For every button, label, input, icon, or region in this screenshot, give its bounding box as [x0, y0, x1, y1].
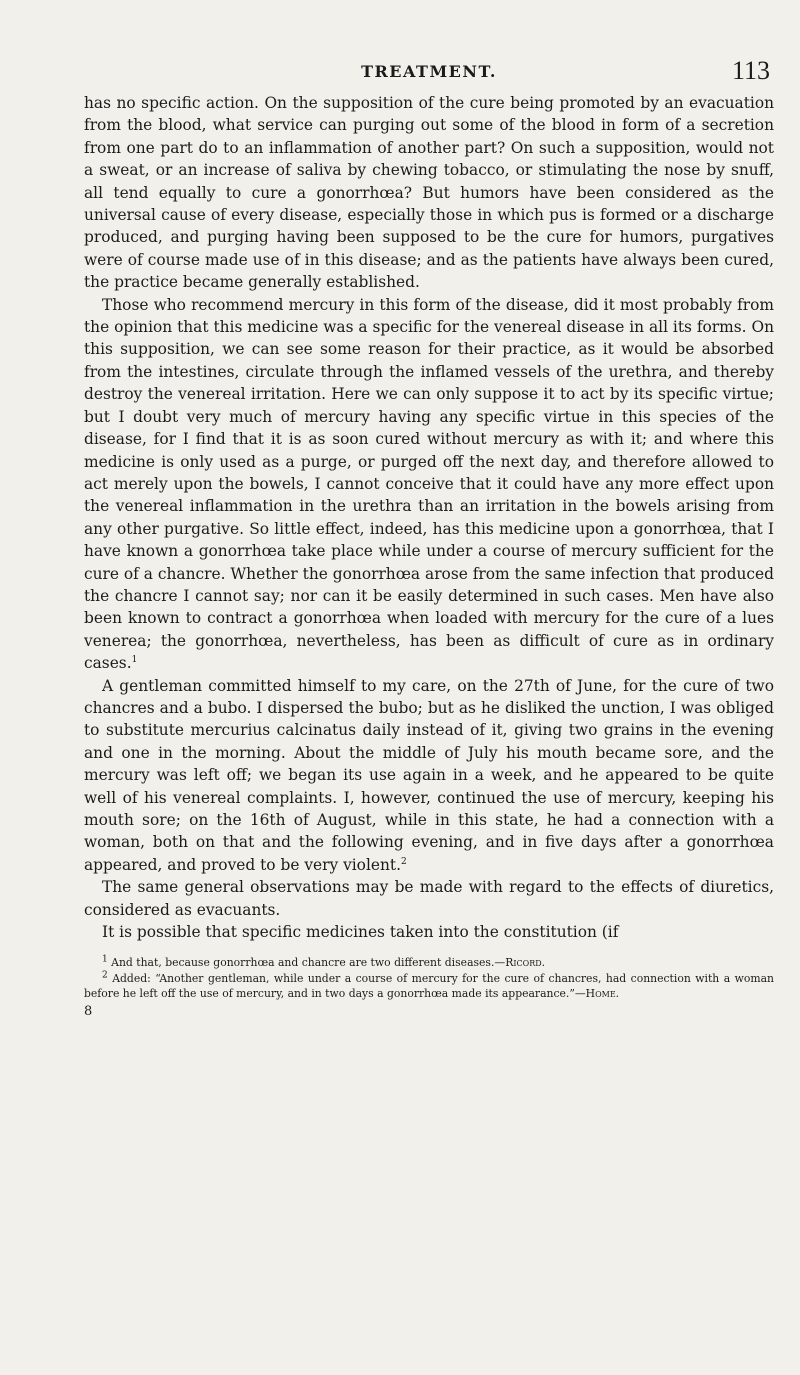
footnote-author: Ricord.	[505, 956, 546, 970]
running-head	[84, 56, 774, 88]
footnote: $^1$ And that, because gonorrhœa and chancre are two different diseases.—Ricord.	[102, 954, 546, 970]
paragraph: Those who recommend mercury in this form of the disease, did it most probably from the opinion that this medicine was a specific for the venereal disease in all its forms. On this supposition, we can see some reason for their practice, as it would be absorbed from the intestines, circulate through the inflamed vessels of the urethra, and thereby destroy the venereal irritation. Here we can only suppose it to act by its specific virtue; but I doubt very much of mercury having any specific virtue in this species of the disease, for I find that it is as soon cured without mercury as with it; and where this medicine is only used as a purge, or purged off the next day, and therefore allowed to act merely upon the bowels, I cannot conceive that it could have any more effect upon the venereal inflammation in the urethra than an irritation in the bowels arising from any other purgative. So little effect, indeed, has this medicine upon a gonorrhœa, that I have known a gonorrhœa take place while under a course of mercury sufficient for the cure of a chancre. Whether the gonorrhœa arose from the same infection that produced the chancre I cannot say; nor can it be easily determined in such cases. Men have also been known to contract a gonorrhœa when loaded with mercury for the cure of a lues venerea; the gonorrhœa, nevertheless, has been as difficult of cure as in ordinary cases.$^1$	[84, 295, 774, 673]
footnotes	[84, 955, 774, 1019]
footnote: $^2$ Added: “Another gentleman, while under a course of mercury for the cure of chancres, had connection with a woman before he left off the use of mercury, and in two days a gonorrhœa made its appearance.”—Home.	[84, 970, 775, 1001]
paragraph: has no specific action. On the supposition of the cure being promoted by an evacuation from the blood, what service can purging out some of the blood in form of a secretion from one part do to an inflammation of another part? On such a supposition, would not a sweat, or an increase of saliva by chewing tobacco, or stimulating the nose by snuff, all tend equally to cure a gonorrhœa? But humors have been considered as the universal cause of every disease, especially those in which pus is formed or a discharge produced, and purging having been supposed to be the cure for humors, purgatives were of course made use of in this disease; and as the patients have always been cured, the practice became generally established.	[84, 94, 774, 292]
body-text	[84, 92, 774, 943]
paragraph: The same general observations may be made with regard to the effects of diuretics, considered as evacuants.	[84, 878, 774, 919]
footnote-number: 2	[102, 970, 108, 981]
running-title: TREATMENT.	[361, 62, 497, 81]
footnote-marker[interactable]: 1	[131, 655, 138, 666]
book-page	[84, 56, 775, 1019]
footnote-author: Home.	[585, 987, 620, 1001]
footnote-marker[interactable]: 2	[400, 856, 407, 867]
signature-mark: 8	[84, 1003, 93, 1019]
paragraph: A gentleman committed himself to my care, on the 27th of June, for the cure of two chancres and a bubo. I dispersed the bubo; but as he disliked the unction, I was obliged to substitute mercurius calcinatus daily instead of it, giving two grains in the evening and one in the morning. About the middle of July his mouth became sore, and the mercury was left off; we began its use again in a week, and he appeared to be quite well of his venereal complaints. I, however, continued the use of mercury, keeping his mouth sore; on the 16th of August, while in this state, he had a connection with a woman, both on that and the following evening, and in five days after a gonorrhœa appeared, and proved to be very violent.$^2$	[84, 676, 774, 874]
footnote-number: 1	[102, 954, 108, 965]
page-number: 113	[731, 56, 770, 85]
paragraph: It is possible that specific medicines taken into the constitution (if	[102, 923, 619, 942]
